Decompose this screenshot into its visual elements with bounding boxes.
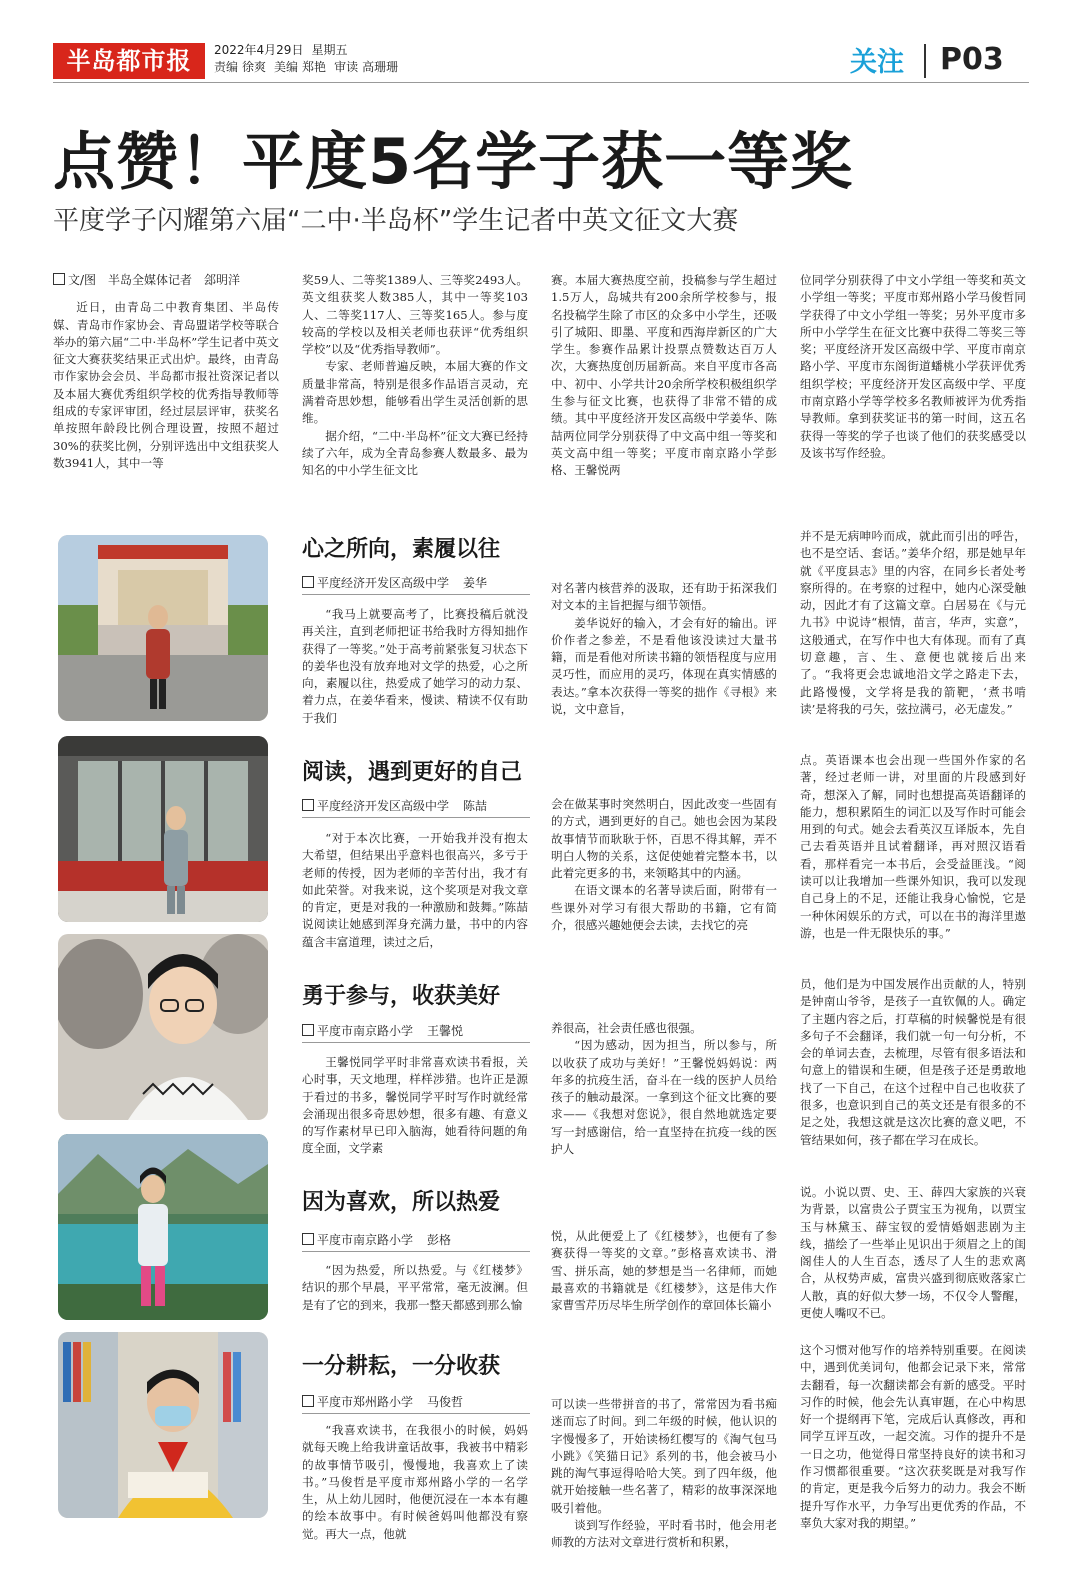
issue-weekday: 星期五 — [311, 43, 348, 57]
story-column-1 — [302, 830, 528, 951]
subheadline: 平度学子闪耀第六届“二中·半岛杯”学生记者中英文征文大赛 — [53, 206, 739, 236]
section-name: 关注 — [850, 47, 904, 78]
newspaper-logo: 半岛都市报 — [53, 43, 205, 79]
issue-date: 2022年4月29日 — [214, 43, 304, 57]
story-column-3 — [800, 752, 1026, 942]
lead-paragraph: 赛。本届大赛热度空前，投稿参与学生超过1.5万人，岛城共有200余所学校参与，报名投稿学生除了市区的众多中小学生，还吸引了城阳、即墨、平度和西海岸新区的广大学生。参赛作品累计投票点赞数达百万人次，大赛热度创历届新高。来自平度市各高中、初中、小学共计20余所学校积极组织学生参与征文比赛，也获得了非常不错的成绩。其中平度经济开发区高级中学姜华、陈喆两位同学分别获得了中文高中组一等奖和英文高中组一等奖；平度市南京路小学彭格、王馨悦两 — [551, 273, 777, 478]
story-rule — [302, 817, 530, 818]
story-column-3 — [800, 528, 1026, 718]
school-name: 平度市郑州路小学 — [317, 1395, 414, 1409]
proof-name: 高珊珊 — [362, 60, 399, 74]
story-paragraph: 姜华说好的输入，才会有好的输出。评价作者之参差，不是看他该没读过大量书籍，而是看他对所读书籍的领悟程度与应用灵巧性，而应用的灵巧，体现在真实情感的表达。”拿本次获得一等奖的拙作《寻根》来说，文中意旨， — [551, 615, 777, 717]
story-column-3 — [800, 1342, 1026, 1532]
student-name: 马俊哲 — [427, 1395, 464, 1409]
story-rule — [302, 1251, 530, 1252]
story-paragraph: “因为感动，因为担当，所以参与，所以收获了成功与美好！”王馨悦妈妈说：两年多的抗疫生活，奋斗在一线的医护人员给孩子的触动最深。一拿到这个征文比赛的要求——《我想对您说》，很自然地就选定要写一封感谢信，给一直坚持在抗疫一线的医护人 — [551, 1038, 777, 1157]
story-paragraph: 并不是无病呻吟而成，就此而引出的呼告，也不是空话、套话。”姜华介绍，那是她早年就《平度县志》里的内容，在同乡长者处考察所得的。在考察的过程中，她内心深受触动，因此才有了这篇文章。白居易在《与元九书》中说诗“根情，苗言，华声，实意”，这般通式，在写作中也大有体现。而有了真切意趣，言、生、意便也就接后出来了。“我将更会忠诚地沿文学之路走下去，此路慢慢，文学将是我的箭靶，‘煮书啃读’是将我的弓矢，弦拉满弓，必无虚发。” — [800, 529, 1026, 716]
student-photo-majunzhe — [58, 1332, 268, 1518]
story-school — [302, 797, 487, 814]
story-column-1 — [302, 1422, 528, 1543]
story-column-1 — [302, 606, 528, 727]
lead-paragraph: 近日，由青岛二中教育集团、半岛传媒、青岛市作家协会、青岛盟诺学校等联合举办的第六届“二中·半岛杯”学生记者中英文征文大赛获奖结果正式出炉。最终，由青岛市作家协会会员、半岛都市报社资深记者以及本届大赛优秀组织学校的优秀指导教师等组成的专家评审团，经过层层评审，获奖名单按照年龄段比例合理设置，按照不超过30%的获奖比例，分别评选出中文组获奖人数3941人，其中一等 — [53, 300, 279, 470]
story-column-1 — [302, 1054, 528, 1158]
story-school — [302, 1231, 451, 1248]
header-divider — [924, 44, 926, 78]
story-paragraph: 这个习惯对他写作的培养特别重要。在阅读中，遇到优美词句，他都会记录下来，常常去翻看，每一次翻读都会有新的感受。平时习作的时候，他会先认真审题，在心中构思好一个提纲再下笔，完成后认真修改，再和同学互评互改，一起交流。习作的提升不是一日之功，他觉得日常坚持良好的读书和习作习惯都很重要。“这次获奖既是对我写作的肯定，更是我今后努力的动力。我会不断提升写作水平，力争写出更优秀的作品，不辜负大家对我的期望。” — [800, 1343, 1026, 1530]
story-paragraph: “我喜欢读书，在我很小的时候，妈妈就每天晚上给我讲童话故事，我被书中精彩的故事情节吸引，慢慢地，我喜欢上了读书。”马俊哲是平度市郑州路小学的一名学生，从上幼儿园时，他便沉浸在一本本有趣的绘本故事中。有时候爸妈叫他都没有察觉。再大一点，他就 — [302, 1423, 528, 1541]
story-rule — [302, 594, 530, 595]
story-paragraph: 点。英语课本也会出现一些国外作家的名著，经过老师一讲，对里面的片段感到好奇，想深入了解，同时也想提高英语翻译的能力，想积累陌生的词汇以及写作时可能会用到的句式。她会去看英汉互译版本，先自己去看英语并且试着翻译，再对照汉语看看，那样看完一本书后，会受益匪浅。“阅读可以让我增加一些课外知识，我可以发现自己身上的不足，还能让我身心愉悦，它是一种休闲娱乐的方式，可以在书的海洋里遨游，也是一件无限快乐的事。” — [800, 753, 1026, 940]
lead-column-3 — [551, 272, 777, 480]
story-rule — [302, 1413, 530, 1414]
story-school — [302, 574, 487, 591]
story-paragraph: 谈到写作经验，平时看书时，他会用老师教的方法对文章进行赏析和积累， — [551, 1518, 777, 1550]
lead-column-4 — [800, 272, 1026, 462]
student-name: 陈喆 — [463, 799, 488, 813]
story-paragraph: 王馨悦同学平时非常喜欢读书看报，关心时事，天文地理，样样涉猎。也许正是源于看过的书多，馨悦同学平时写作时就经常会涌现出很多奇思妙想，很多有趣、有意义的写作素材早已印入脑海，她看待问题的角度全面，文学素 — [302, 1055, 528, 1156]
lead-paragraph: 奖59人、二等奖1389人、三等奖2493人。英文组获奖人数385人，其中一等奖103人、二等奖117人、三等奖165人。参与度较高的学校以及相关老师也获评“优秀组织学校”以及“优秀指导教师”。 — [302, 273, 528, 357]
story-paragraph: “因为热爱，所以热爱。与《红楼梦》结识的那个早晨，平平常常，毫无波澜。但是有了它的到来，我那一整天都感到那么愉 — [302, 1263, 528, 1312]
art-label: 美编 — [274, 60, 299, 74]
art-name: 郑艳 — [302, 60, 327, 74]
lead-paragraph: 位同学分别获得了中文小学组一等奖和英文小学组一等奖；平度市郑州路小学马俊哲同学获得了中文小学组一等奖；另外平度市多所中小学学生在征文比赛中获得二等奖三等奖；平度经济开发区高级中学、平度市南京路小学、平度市东阁街道蟠桃小学获评优秀组织学校；平度经济开发区高级中学、平度市南京路小学等学校多名教师被评为优秀指导教师。拿到获奖证书的第一时间，这五名获得一等奖的学子也谈了他们的获奖感受以及该书写作经验。 — [800, 273, 1026, 460]
masthead-info — [214, 42, 406, 76]
story-paragraph: 员，他们是为中国发展作出贡献的人，特别是钟南山爷爷，是孩子一直钦佩的人。确定了主题内容之后，打草稿的时候馨悦是有很多句子不会翻译，我们就一句一句分析，不会的单词去查，去梳理，尽管有很多语法和句意上的错误和生硬，但是孩子还是勇敢地找了一下自己，在这个过程中自己也收获了很多，也意识到自己的英文还是有很多的不足之处，我想这就是这次比赛的意义吧，不管结果如何，孩子都在学习在成长。 — [800, 977, 1026, 1147]
proof-label: 审读 — [334, 60, 359, 74]
story-column-2 — [551, 796, 777, 934]
story-paragraph: 在语文课本的名著导读后面，附带有一些课外对学习有很大帮助的书籍，它有简介，很感兴趣她便会去读，去找它的亮 — [551, 883, 777, 933]
byline-box-icon — [302, 1024, 314, 1036]
school-name: 平度市南京路小学 — [317, 1024, 414, 1038]
school-name: 平度经济开发区高级中学 — [317, 576, 450, 590]
byline: 文/图 半岛全媒体记者 郐明洋 — [68, 273, 241, 287]
story-paragraph: 说。小说以贾、史、王、薛四大家族的兴衰为背景，以富贵公子贾宝玉为视角，以贾宝玉与林黛玉、薛宝钗的爱情婚姻悲剧为主线，描绘了一些举止见识出于须眉之上的闺阁佳人的人生百态，透尽了人生的悲欢离合，从权势声威，富贵兴盛到彻底败落家亡人散，真的好似大梦一场，不仅令人警醒，更使人嘴叹不已。 — [800, 1185, 1026, 1321]
story-title: 勇于参与，收获美好 — [302, 984, 501, 1009]
story-column-2 — [551, 1020, 777, 1158]
story-paragraph: 会在做某事时突然明白，因此改变一些固有的方式，遇到更好的自己。她也会因为某段故事情节而耿耿于怀，百思不得其解，弄不明白人物的关系，这促使她着完整本书，以此着完更多的书，来领略其中的内涵。 — [551, 797, 777, 881]
story-column-2 — [551, 1228, 777, 1314]
byline-box-icon — [302, 1395, 314, 1407]
story-column-2 — [551, 1396, 777, 1552]
story-title: 因为喜欢，所以热爱 — [302, 1190, 501, 1215]
story-paragraph: “对于本次比赛，一开始我并没有抱太大希望，但结果出乎意料也很高兴，多亏于老师的传授，因为老师的辛苦付出，我才有如此荣誉。对我来说，这个奖项是对我文章的肯定，更是对我的一种激励和鼓舞。”陈喆说阅读让她感到浑身充满力量，书中的内容蕴含丰富道理，读过之后， — [302, 831, 528, 949]
byline-box-icon — [302, 1233, 314, 1245]
school-name: 平度市南京路小学 — [317, 1233, 414, 1247]
editor-name: 徐爽 — [242, 60, 267, 74]
byline-box-icon — [302, 799, 314, 811]
student-photo-jianghua — [58, 535, 268, 721]
student-photo-pengge — [58, 1134, 268, 1320]
header-rule — [53, 82, 1029, 83]
student-photo-wangxinyue — [58, 934, 268, 1120]
student-name: 彭格 — [427, 1233, 452, 1247]
story-school — [302, 1393, 463, 1410]
story-title: 阅读，遇到更好的自己 — [302, 760, 523, 785]
lead-column-1 — [53, 272, 279, 472]
school-name: 平度经济开发区高级中学 — [317, 799, 450, 813]
story-paragraph: “我马上就要高考了，比赛投稿后就没再关注，直到老师把证书给我时方得知拙作获得了一等奖。”处于高考前紧张复习状态下的姜华也没有放弃地对文学的热爱，心之所向，素履以往，热爱成了她学习的动力泵、着力点，在姜华看来，慢读、精读不仅有助于我们 — [302, 607, 528, 725]
student-name: 姜华 — [463, 576, 488, 590]
story-paragraph: 养很高，社会责任感也很强。 — [551, 1021, 702, 1035]
page-number: P03 — [940, 42, 1004, 77]
story-title: 一分耕耘，一分收获 — [302, 1354, 501, 1379]
lead-paragraph: 专家、老师普遍反映，本届大赛的作文质量非常高，特别是很多作品语言灵动，充满着奇思妙想，能够看出学生灵活创新的思维。 — [302, 359, 528, 426]
student-name: 王馨悦 — [427, 1024, 464, 1038]
headline: 点赞！平度5名学子获一等奖 — [53, 125, 854, 198]
story-column-1 — [302, 1262, 528, 1314]
story-school — [302, 1022, 463, 1039]
byline-box-icon — [53, 273, 65, 285]
story-column-3 — [800, 1184, 1026, 1322]
story-paragraph: 可以读一些带拼音的书了，常常因为看书痴迷而忘了时间。到二年级的时候，他认识的字慢慢多了，开始读杨红樱写的《淘气包马小跳》《笑猫日记》系列的书，他会被马小跳的淘气事逗得哈哈大笑。到了四年级，他就开始接触一些名著了，精彩的故事深深地吸引着他。 — [551, 1397, 777, 1515]
editor-label: 责编 — [214, 60, 239, 74]
story-paragraph: 悦，从此便爱上了《红楼梦》，也便有了参赛获得一等奖的文章。”彭格喜欢读书、滑雪、拼乐高，她的梦想是当一名律师，而她最喜欢的书籍就是《红楼梦》，这是伟大作家曹雪芹历尽毕生所学创作的章回体长篇小 — [551, 1229, 777, 1313]
student-photo-chenzhe — [58, 736, 268, 922]
story-column-2 — [551, 580, 777, 718]
lead-paragraph: 据介绍，“二中·半岛杯”征文大赛已经持续了六年，成为全青岛参赛人数最多、最为知名的中小学生征文比 — [302, 428, 528, 478]
story-rule — [302, 1042, 530, 1043]
story-column-3 — [800, 976, 1026, 1149]
story-title: 心之所向，素履以往 — [302, 537, 501, 562]
story-paragraph: 对名著内核营养的汲取，还有助于拓深我们对文本的主旨把握与细节领悟。 — [551, 581, 777, 613]
lead-column-2 — [302, 272, 528, 480]
byline-box-icon — [302, 576, 314, 588]
